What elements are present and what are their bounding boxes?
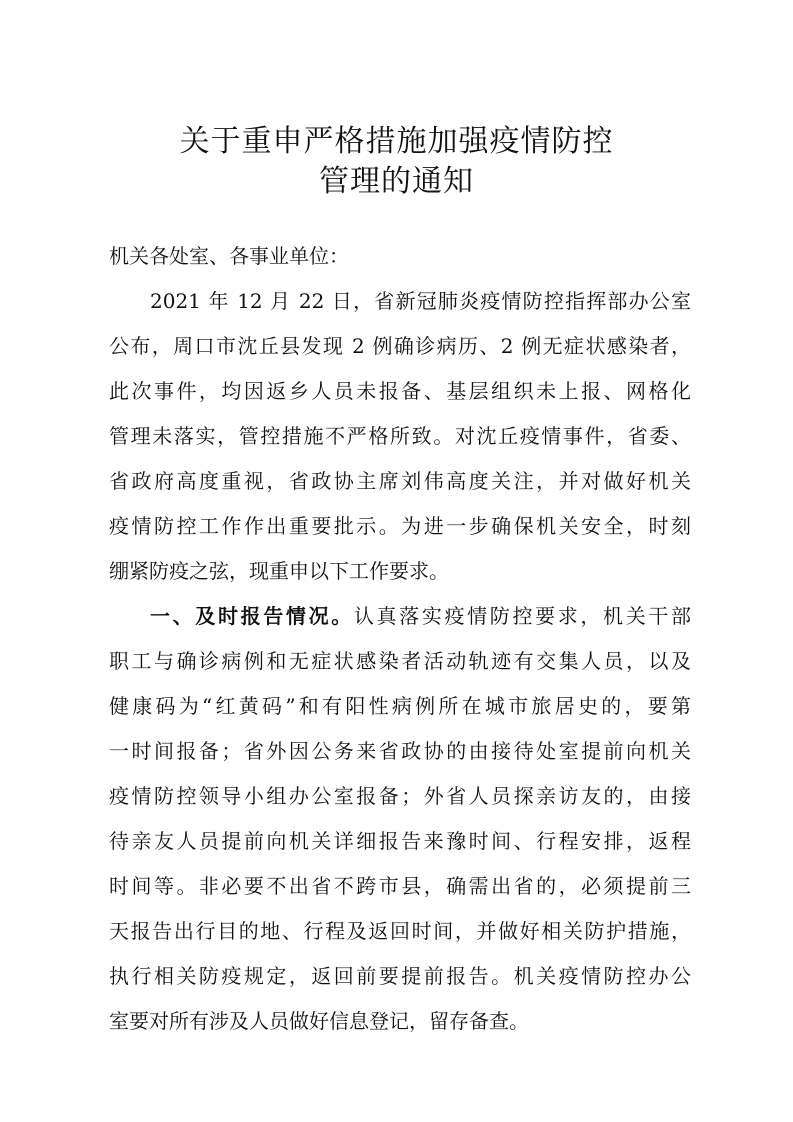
paragraph-1-line: 公布，周口市沈丘县发现 2 例确诊病历、2 例无症状感染者， [109,334,691,358]
section-1-line: 待亲友人员提前向机关详细报告来豫时间、行程安排，返程 [109,829,691,853]
paragraph-1-line: 省政府高度重视，省政协主席刘伟高度关注，并对做好机关 [109,469,691,493]
paragraph-1-line: 此次事件，均因返乡人员未报备、基层组织未上报、网格化 [109,379,691,403]
paragraph-1-line: 疫情防控工作作出重要批示。为进一步确保机关安全，时刻 [109,514,691,538]
section-1-line: 疫情防控领导小组办公室报备；外省人员探亲访友的，由接 [109,784,691,808]
document-title-line-2: 管理的通知 [319,164,474,199]
section-1-line: 天报告出行目的地、行程及返回时间，并做好相关防护措施， [109,919,691,943]
document-title-line-1: 关于重申严格措施加强疫情防控 [179,124,614,159]
paragraph-1-line: 绷紧防疫之弦，现重申以下工作要求。 [109,559,449,583]
paragraph-1-line: 管理未落实，管控措施不严格所致。对沈丘疫情事件，省委、 [109,424,691,448]
section-1-heading: 一、及时报告情况。 [150,604,354,628]
salutation: 机关各处室、各事业单位： [109,244,349,268]
section-1-line: 室要对所有涉及人员做好信息登记，留存备查。 [109,1009,529,1033]
paragraph-1-line: 2021 年 12 月 22 日，省新冠肺炎疫情防控指挥部办公室 [150,289,691,313]
section-1-line: 一时间报备；省外因公务来省政协的由接待处室提前向机关 [109,739,691,763]
section-1-line: 职工与确诊病例和无症状感染者活动轨迹有交集人员，以及 [109,649,691,673]
section-1-line: 执行相关防疫规定，返回前要提前报告。机关疫情防控办公 [109,964,691,988]
section-1-first-line [150,598,691,634]
section-1-line: 时间等。非必要不出省不跨市县，确需出省的，必须提前三 [109,874,691,898]
section-1-line: 健康码为“红黄码”和有阳性病例所在城市旅居史的，要第 [109,694,691,718]
section-1-first-line-text: 认真落实疫情防控要求，机关干部 [353,604,692,628]
